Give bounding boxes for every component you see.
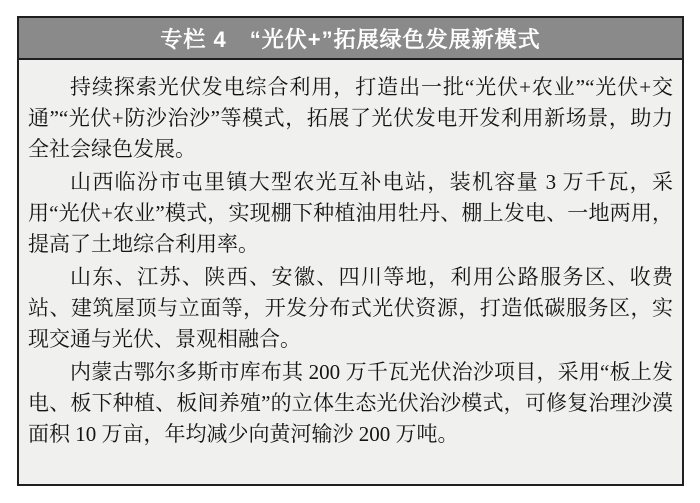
paragraph-shanxi-linfen: 山西临汾市屯里镇大型农光互补电站，装机容量 3 万千瓦，采用“光伏+农业”模式，实现棚下种植油用牡丹、棚上发电、一地两用，提高了土地综合利用率。 xyxy=(28,170,673,256)
paragraph-highway-provinces: 山东、江苏、陕西、安徽、四川等地，利用公路服务区、收费站、建筑屋顶与立面等，开发分布式光伏资源，打造低碳服务区，实现交通与光伏、景观相融合。 xyxy=(28,265,673,351)
paragraph-kubuqi-desert: 内蒙古鄂尔多斯市库布其 200 万千瓦光伏治沙项目，采用“板上发电、板下种植、板间养殖”的立体生态光伏治沙模式，可修复治理沙漠面积 10 万亩，年均减少向黄河输沙 200 万吨。 xyxy=(28,360,673,446)
panel-header xyxy=(19,18,682,60)
panel-title: 专栏 4 “光伏+”拓展绿色发展新模式 xyxy=(160,26,541,52)
paragraph-overview: 持续探索光伏发电综合利用，打造出一批“光伏+农业”“光伏+交通”“光伏+防沙治沙”等模式，拓展了光伏发电开发利用新场景，助力全社会绿色发展。 xyxy=(28,75,673,161)
panel-body xyxy=(19,60,682,450)
column-panel xyxy=(17,16,684,486)
